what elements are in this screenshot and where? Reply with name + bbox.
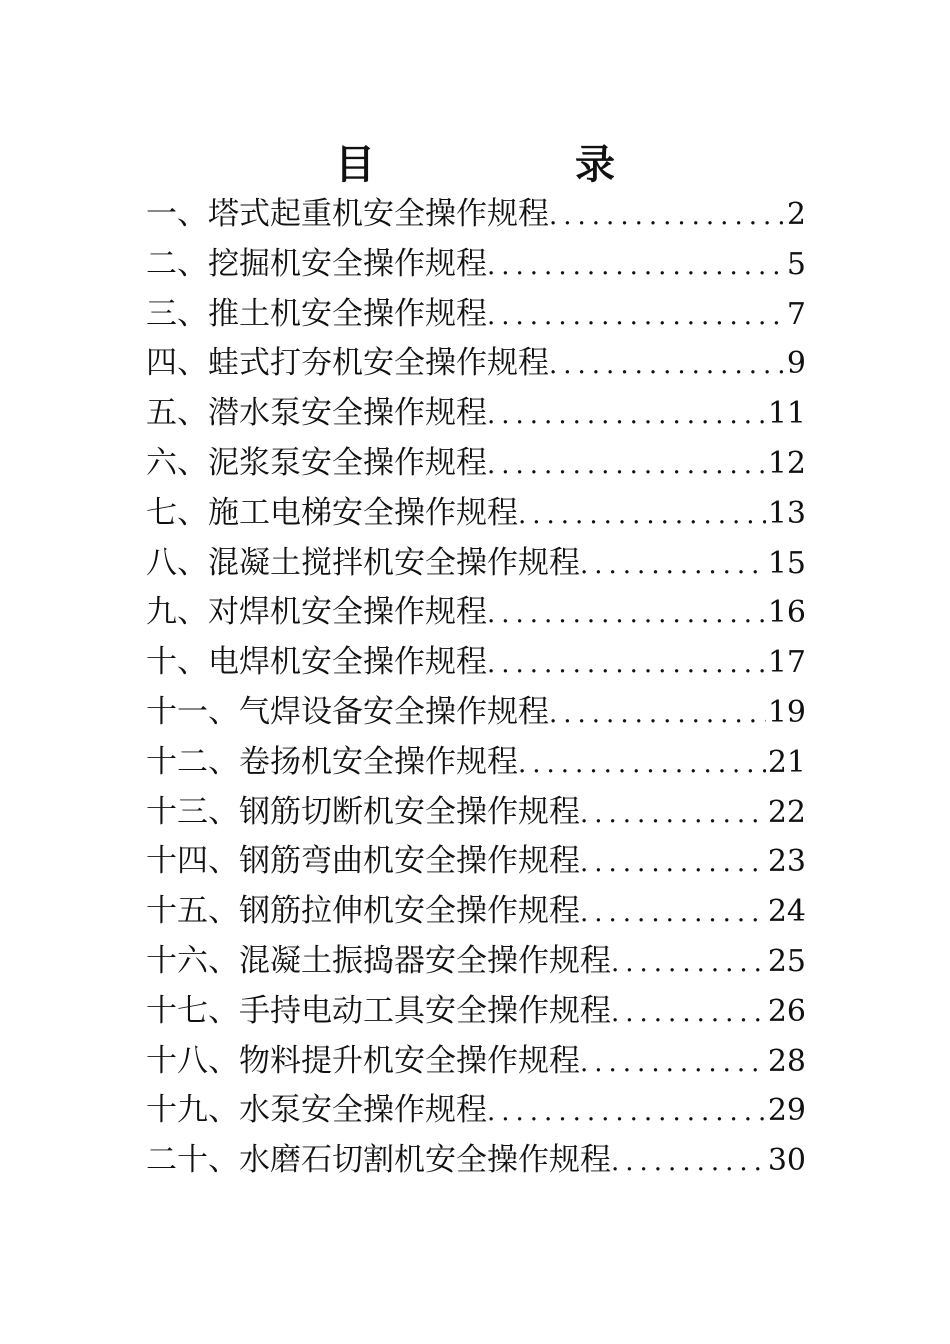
toc-entry[interactable] — [146, 688, 806, 738]
toc-dot-leader — [549, 690, 766, 740]
toc-dot-leader — [487, 292, 785, 342]
toc-dot-leader — [487, 590, 766, 640]
toc-entry[interactable] — [146, 788, 806, 838]
toc-page-number: 25 — [767, 943, 806, 979]
toc-dot-leader — [487, 640, 766, 690]
toc-list — [146, 190, 806, 1186]
toc-entry-title: 十九、水泵安全操作规程 — [146, 1092, 487, 1129]
toc-page-number: 19 — [767, 694, 806, 730]
toc-entry-title: 十三、钢筋切断机安全操作规程 — [146, 793, 580, 830]
toc-dot-leader — [487, 391, 766, 441]
toc-entry-title: 三、推土机安全操作规程 — [146, 295, 487, 332]
toc-page-number: 5 — [786, 246, 806, 282]
toc-page-number: 13 — [767, 495, 806, 531]
toc-entry-title: 一、塔式起重机安全操作规程 — [146, 196, 549, 232]
toc-page-number: 26 — [767, 993, 806, 1029]
toc-dot-leader — [580, 541, 766, 591]
toc-dot-leader — [580, 1039, 766, 1089]
toc-entry-title: 十、电焊机安全操作规程 — [146, 644, 487, 681]
toc-entry-title: 十八、物料提升机安全操作规程 — [146, 1042, 580, 1079]
toc-page-number: 15 — [767, 545, 806, 581]
toc-entry-title: 二、挖掘机安全操作规程 — [146, 245, 487, 282]
toc-entry[interactable] — [146, 339, 806, 389]
toc-dot-leader — [487, 1088, 766, 1138]
toc-entry-title: 二十、水磨石切割机安全操作规程 — [146, 1142, 611, 1179]
toc-dot-leader — [549, 192, 785, 242]
toc-page-number: 21 — [767, 744, 806, 780]
toc-entry[interactable] — [146, 1136, 806, 1186]
toc-page-number: 24 — [767, 894, 806, 930]
toc-entry[interactable] — [146, 1086, 806, 1136]
toc-dot-leader — [580, 790, 766, 840]
toc-entry[interactable] — [146, 887, 806, 937]
toc-entry-title: 十四、钢筋弯曲机安全操作规程 — [146, 843, 580, 880]
toc-entry-title: 六、泥浆泵安全操作规程 — [146, 444, 487, 481]
toc-page-number: 11 — [767, 396, 806, 432]
toc-entry[interactable] — [146, 588, 806, 638]
toc-page-number: 30 — [767, 1143, 806, 1179]
toc-dot-leader — [518, 491, 766, 541]
toc-dot-leader — [611, 1138, 766, 1188]
toc-entry-title: 四、蛙式打夯机安全操作规程 — [146, 345, 549, 382]
toc-entry-title: 十六、混凝土振捣器安全操作规程 — [146, 942, 611, 979]
toc-entry[interactable] — [146, 389, 806, 439]
toc-dot-leader — [611, 989, 766, 1039]
toc-entry[interactable] — [146, 738, 806, 788]
toc-entry[interactable] — [146, 937, 806, 987]
toc-entry[interactable] — [146, 638, 806, 688]
toc-dot-leader — [487, 441, 766, 491]
toc-entry[interactable] — [146, 539, 806, 589]
toc-entry[interactable] — [146, 439, 806, 489]
toc-entry[interactable] — [146, 190, 806, 240]
toc-entry[interactable] — [146, 290, 806, 340]
toc-heading: 目 录 — [335, 142, 695, 188]
toc-entry-title: 十二、卷扬机安全操作规程 — [146, 743, 518, 780]
toc-entry-title: 九、对焊机安全操作规程 — [146, 594, 487, 631]
toc-dot-leader — [549, 341, 785, 391]
toc-dot-leader — [580, 839, 766, 889]
toc-page-number: 23 — [767, 844, 806, 880]
toc-entry[interactable] — [146, 489, 806, 539]
toc-dot-leader — [518, 740, 766, 790]
toc-dot-leader — [487, 242, 785, 292]
toc-page-number: 16 — [767, 595, 806, 631]
toc-dot-leader — [580, 889, 766, 939]
toc-page-number: 7 — [786, 296, 806, 332]
toc-page-number: 9 — [786, 346, 806, 382]
toc-entry-title: 七、施工电梯安全操作规程 — [146, 494, 518, 531]
toc-entry-title: 十五、钢筋拉伸机安全操作规程 — [146, 893, 580, 930]
toc-entry-title: 十一、气焊设备安全操作规程 — [146, 693, 549, 730]
toc-page-number: 17 — [767, 645, 806, 681]
toc-entry-title: 八、混凝土搅拌机安全操作规程 — [146, 544, 580, 581]
toc-entry[interactable] — [146, 987, 806, 1037]
toc-entry-title: 五、潜水泵安全操作规程 — [146, 395, 487, 432]
toc-page-number: 12 — [767, 445, 806, 481]
toc-entry[interactable] — [146, 1037, 806, 1087]
toc-entry[interactable] — [146, 837, 806, 887]
toc-entry[interactable] — [146, 240, 806, 290]
toc-page-number: 28 — [767, 1043, 806, 1079]
toc-entry-title: 十七、手持电动工具安全操作规程 — [146, 992, 611, 1029]
toc-dot-leader — [611, 939, 766, 989]
toc-page-number: 29 — [767, 1093, 806, 1129]
toc-page-number: 22 — [767, 794, 806, 830]
toc-page-number: 2 — [786, 197, 806, 232]
